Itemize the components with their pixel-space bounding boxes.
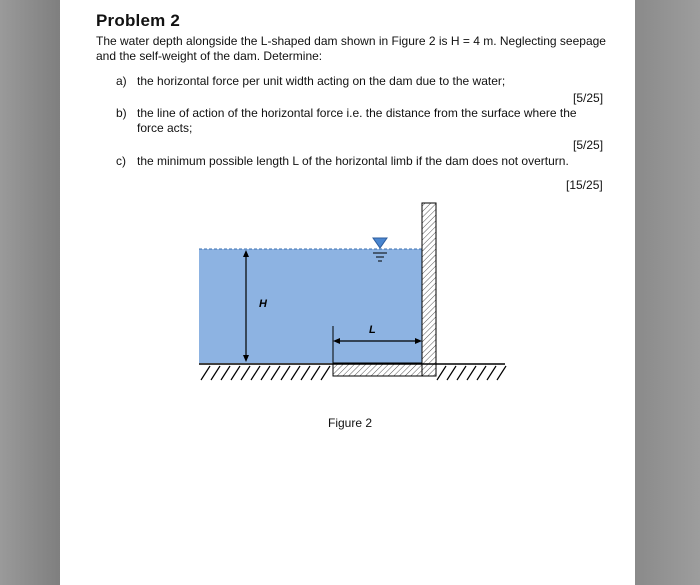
problem-title: Problem 2 (96, 11, 180, 30)
figure-caption: Figure 2 (328, 416, 373, 430)
problem-intro: The water depth alongside the L-shaped dam shown in Figure 2 is H = 4 m. Neglecting seepage and the self-weight of the dam. Determine: (96, 34, 606, 63)
dam-vertical-wall (422, 203, 436, 376)
dam-horizontal-limb (333, 363, 422, 376)
length-label-l: L (369, 324, 376, 336)
question-b-marks: [5/25] (573, 138, 604, 152)
question-a-text: the horizontal force per unit width acting on the dam due to the water; (137, 74, 506, 88)
question-a-label: a) (116, 74, 127, 88)
water-body (199, 249, 422, 363)
question-a-marks: [5/25] (573, 91, 604, 105)
depth-label-h: H (259, 298, 267, 310)
question-c-marks: [15/25] (566, 178, 603, 192)
question-b-label: b) (116, 106, 127, 120)
question-c-text: the minimum possible length L of the horizontal limb if the dam does not overturn. (137, 154, 569, 168)
question-c-label: c) (116, 154, 126, 168)
question-b-text: the line of action of the horizontal force i.e. the distance from the surface where the force acts; (137, 106, 577, 135)
